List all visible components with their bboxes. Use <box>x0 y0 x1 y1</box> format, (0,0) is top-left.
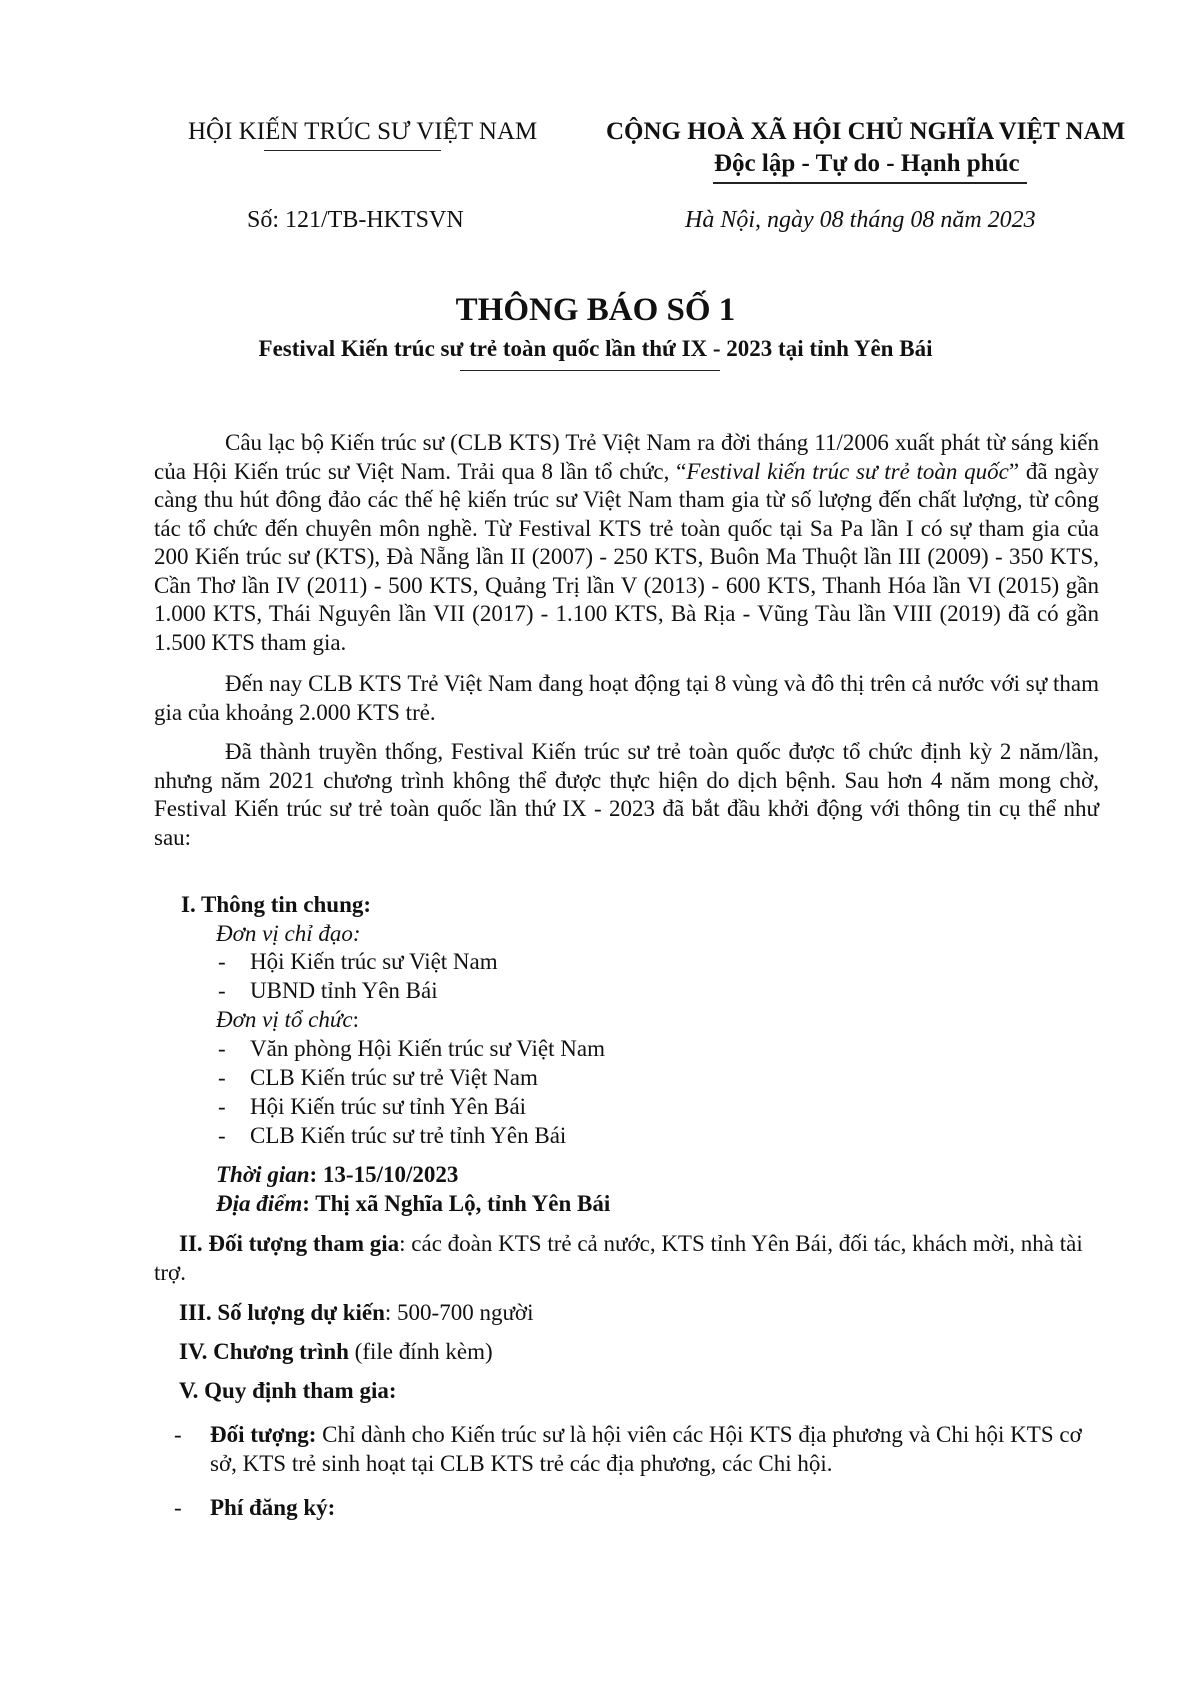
intro-p1-text: Câu lạc bộ Kiến trúc sư (CLB KTS) Trẻ Việt Nam ra đời tháng 11/2006 xuất phát từ sáng kiến của Hội Kiến trúc sư Việt Nam. Trải qua 8 lần tổ chức, “ <box>154 430 1099 484</box>
motto-underline <box>713 182 1027 184</box>
list-dash: - <box>218 1036 226 1061</box>
event-place-value: : Thị xã Nghĩa Lộ, tỉnh Yên Bái <box>302 1191 611 1216</box>
intro-p1-text-cont: ” đã ngày càng thu hút đông đảo các thế hệ kiến trúc sư Việt Nam tham gia từ số lượng đến chất lượng, từ công tác tổ chức đến chuyên môn nghề. Từ Festival KTS trẻ toàn quốc tại Sa Pa lần I có sự tham gia của 200 Kiến trúc sư (KTS), Đà Nẵng lần II (2007) - 250 KTS, Buôn Ma Thuột lần III (2009) - 350 KTS, Cần Thơ lần IV (2011) - 500 KTS, Quảng Trị lần V (2013) - 600 KTS, Thanh Hóa lần VI (2015) gần 1.000 KTS, Thái Nguyên lần VII (2017) - 1.100 KTS, Bà Rịa - Vũng Tàu lần VIII (2019) đã có gần 1.500 KTS tham gia. <box>154 458 1099 655</box>
guide-units-label: Đơn vị chỉ đạo: <box>216 921 361 946</box>
registration-fee-label: Phí đăng ký: <box>210 1495 336 1520</box>
list-item-text: Hội Kiến trúc sư tỉnh Yên Bái <box>250 1094 527 1119</box>
section-1-heading: I. Thông tin chung: <box>181 892 372 917</box>
list-item-text: CLB Kiến trúc sư trẻ tỉnh Yên Bái <box>250 1123 567 1148</box>
section-3 <box>179 1298 533 1327</box>
participant-target-text: Chỉ dành cho Kiến trúc sư là hội viên các Hội KTS địa phương và Chi hội KTS cơ sở, KTS trẻ sinh hoạt tại CLB KTS trẻ các địa phương, các Chi hội. <box>210 1422 1082 1476</box>
list-dash: - <box>218 1123 226 1148</box>
document-number: Số: 121/TB-HKTSVN <box>247 207 464 233</box>
participant-target <box>210 1420 1090 1478</box>
intro-paragraph-1 <box>154 429 1099 657</box>
intro-paragraph-2 <box>154 670 1099 727</box>
section-2 <box>154 1229 1099 1287</box>
intro-paragraph-3 <box>154 738 1099 852</box>
intro-p3-text: Đã thành truyền thống, Festival Kiến trúc sư trẻ toàn quốc được tổ chức định kỳ 2 năm/lần, nhưng năm 2021 chương trình không thể được thực hiện do dịch bệnh. Sau hơn 4 năm mong chờ, Festival Kiến trúc sư trẻ toàn quốc lần thứ IX - 2023 đã bắt đầu khởi động với thông tin cụ thể như sau: <box>154 739 1099 850</box>
country-name: CỘNG HOÀ XÃ HỘI CHỦ NGHĨA VIỆT NAM <box>606 118 1126 145</box>
fee-dash: - <box>174 1495 182 1520</box>
list-dash: - <box>218 978 226 1003</box>
issuing-organization: HỘI KIẾN TRÚC SƯ VIỆT NAM <box>188 118 538 145</box>
list-item-text: Văn phòng Hội Kiến trúc sư Việt Nam <box>250 1036 605 1061</box>
event-time <box>216 1160 458 1189</box>
organizer-units-label <box>216 1005 359 1034</box>
section-3-heading: III. Số lượng dự kiến <box>179 1300 385 1325</box>
event-place <box>216 1189 610 1218</box>
event-time-label: Thời gian <box>216 1162 310 1187</box>
list-item-text: UBND tỉnh Yên Bái <box>250 978 438 1003</box>
document-subtitle: Festival Kiến trúc sư trẻ toàn quốc lần thứ IX - 2023 tại tỉnh Yên Bái <box>258 336 933 361</box>
list-dash: - <box>218 949 226 974</box>
intro-p2-text: Đến nay CLB KTS Trẻ Việt Nam đang hoạt động tại 8 vùng và đô thị trên cả nước với sự tham gia của khoảng 2.000 KTS trẻ. <box>154 671 1099 725</box>
organization-underline <box>264 150 441 151</box>
section-4 <box>179 1337 493 1366</box>
document-title: THÔNG BÁO SỐ 1 <box>455 292 736 328</box>
national-motto: Độc lập - Tự do - Hạnh phúc <box>714 150 1020 177</box>
section-5-heading: V. Quy định tham gia: <box>179 1378 397 1403</box>
document-date: Hà Nội, ngày 08 tháng 08 năm 2023 <box>685 207 1036 233</box>
section-2-heading: II. Đối tượng tham gia <box>179 1231 400 1256</box>
event-place-label: Địa điểm <box>216 1191 303 1216</box>
list-item-text: Hội Kiến trúc sư Việt Nam <box>250 949 498 974</box>
list-dash: - <box>218 1094 226 1119</box>
list-dash: - <box>218 1065 226 1090</box>
organizer-label-colon: : <box>352 1007 359 1032</box>
list-item-text: CLB Kiến trúc sư trẻ Việt Nam <box>250 1065 538 1090</box>
intro-p1-italic: Festival kiến trúc sư trẻ toàn quốc <box>686 458 1009 484</box>
organizer-label-text: Đơn vị tổ chức <box>216 1007 353 1032</box>
section-4-text: (file đính kèm) <box>348 1339 493 1364</box>
section-2-text: : các đoàn KTS trẻ cả nước, KTS tỉnh Yên Bái, đối tác, khách mời, nhà tài trợ. <box>154 1231 1083 1285</box>
participant-target-label: Đối tượng: <box>210 1422 317 1447</box>
title-underline <box>460 370 720 371</box>
section-4-heading: IV. Chương trình <box>179 1339 349 1364</box>
target-dash: - <box>174 1422 182 1447</box>
event-time-value: : 13-15/10/2023 <box>309 1162 459 1187</box>
section-3-text: : 500-700 người <box>384 1300 534 1325</box>
